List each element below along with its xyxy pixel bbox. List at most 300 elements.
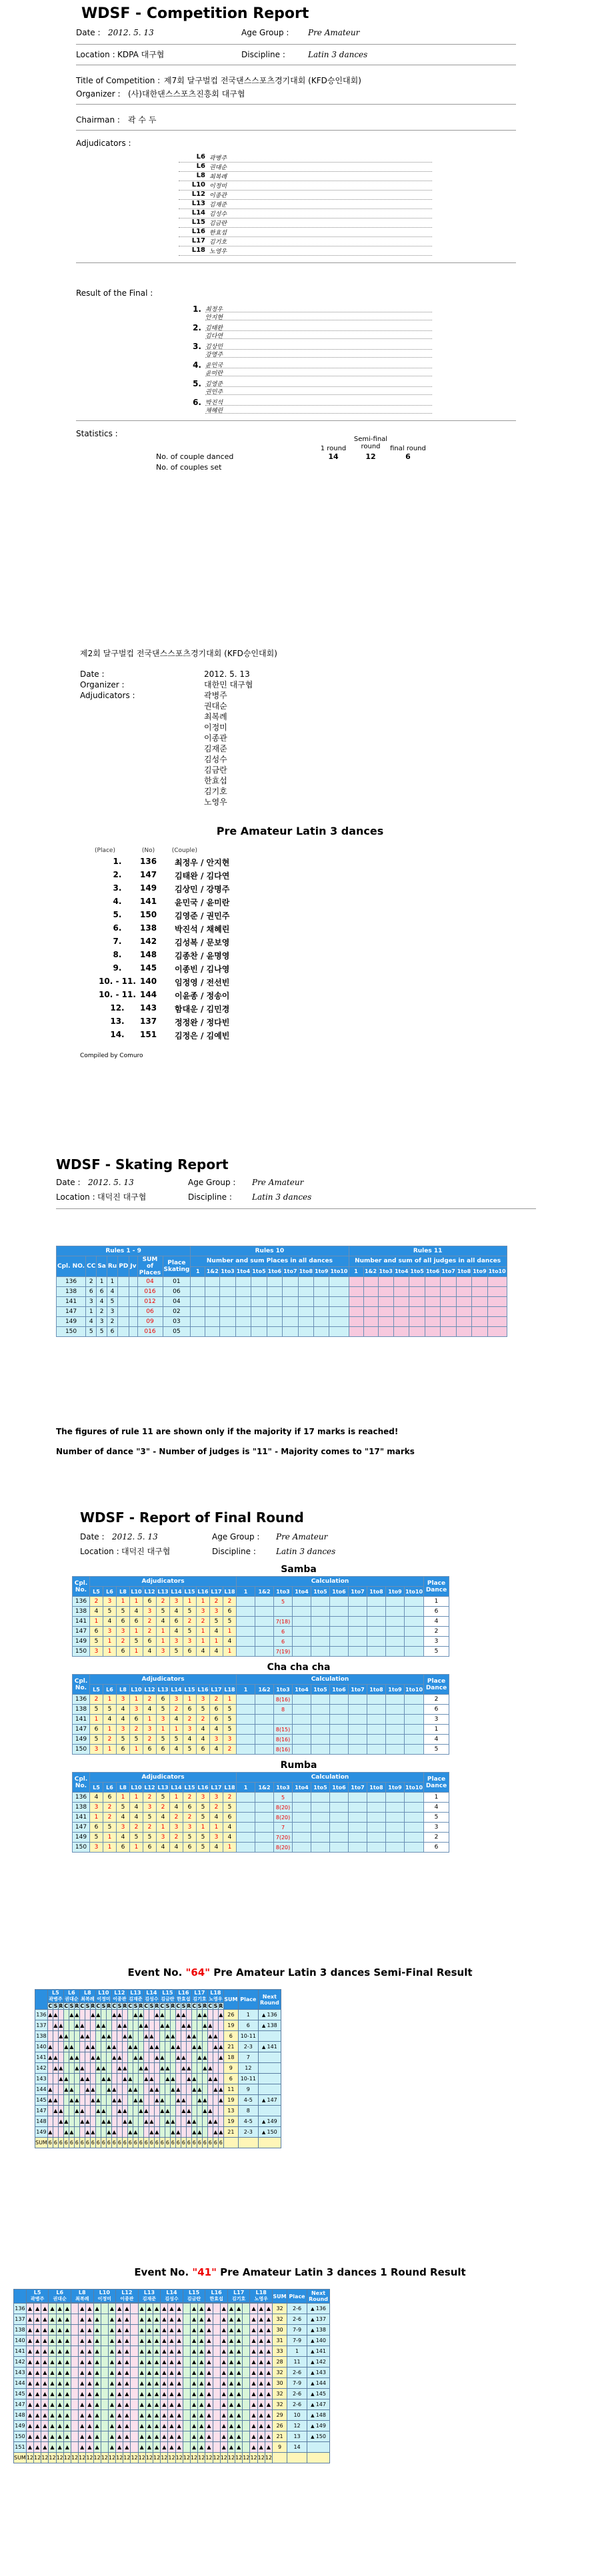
empty-cell: [191, 2052, 197, 2063]
empty-cell: [181, 2084, 186, 2095]
dance-letter-header: S: [181, 2003, 186, 2009]
mark-cell: ▲: [170, 2116, 175, 2127]
mark-cell: ▲: [159, 2095, 165, 2106]
mark-cell: ▲: [63, 2421, 71, 2431]
rule10-cell: [235, 1297, 251, 1307]
mark-cell: ▲: [168, 2399, 175, 2410]
sum-row-cell: 6: [122, 2138, 127, 2148]
mark-cell: ▲: [197, 2084, 202, 2095]
couple-sum: 19: [223, 2020, 238, 2031]
calc-cell: [386, 1735, 405, 1745]
judge-mark: 6: [223, 1607, 237, 1617]
judge-mark: 4: [210, 1745, 223, 1755]
judge-mark: 3: [90, 1745, 103, 1755]
mark-cell: ▲: [153, 2410, 161, 2421]
empty-cell: [165, 2095, 170, 2106]
mark-cell: ▲: [93, 2314, 101, 2325]
skating-row: [57, 1287, 507, 1297]
mark-cell: ▲: [41, 2378, 49, 2389]
mark-cell: ▲: [175, 2127, 181, 2138]
mark-cell: ▲: [108, 2421, 115, 2431]
result-place: 6.: [193, 398, 201, 407]
mark-cell: ▲: [138, 2325, 145, 2336]
empty-cell: [197, 2063, 202, 2074]
rule11-cell: [456, 1277, 471, 1287]
sum-row-cell: 12: [175, 2453, 183, 2463]
judge-name: 노영우: [209, 1996, 223, 2002]
empty-cell: [243, 2346, 250, 2357]
calc-cell: [293, 1745, 311, 1755]
empty-cell: [207, 2052, 213, 2063]
couple-no: 137: [14, 2314, 27, 2325]
calc-cell: [386, 1803, 405, 1813]
mark-cell: ▲: [123, 2336, 131, 2346]
calc-cell: [237, 1647, 255, 1657]
mark-cell: ▲: [154, 2127, 159, 2138]
skating-dance-place: 3: [107, 1307, 117, 1317]
empty-cell: [181, 2042, 186, 2052]
dance-letter-header: S: [101, 2003, 106, 2009]
judge-mark: 5: [197, 1705, 210, 1715]
empty-cell: [243, 2421, 250, 2431]
rule11-cell: [472, 1277, 487, 1287]
empty-cell: [111, 2063, 117, 2074]
couple-next: [258, 2095, 281, 2106]
judge-mark: 4: [170, 1627, 183, 1637]
next-arrow-icon: ▲: [261, 2098, 267, 2103]
couple-next: [307, 2399, 330, 2410]
mark-cell: ▲: [265, 2389, 272, 2399]
mark-cell: ▲: [56, 2421, 63, 2431]
adjudicator-row: [179, 246, 432, 256]
empty-cell: [79, 2042, 85, 2052]
mark-cell: ▲: [93, 2421, 101, 2431]
mark-cell: ▲: [205, 2304, 213, 2314]
organizer-value: (사)대한댄스스포츠진흥회 대구협: [128, 89, 245, 99]
calc-cell: [330, 1793, 349, 1803]
rule11-cell: [456, 1317, 471, 1327]
mark-cell: ▲: [122, 2106, 127, 2116]
empty-cell: [133, 2106, 138, 2116]
mark-cell: ▲: [145, 2304, 153, 2314]
calc-col-header: 1to4: [293, 1783, 311, 1793]
rule10-cell: [235, 1317, 251, 1327]
judge-mark: 5: [157, 1607, 170, 1617]
mark-cell: ▲: [117, 2063, 122, 2074]
mark-cell: ▲: [63, 2116, 69, 2127]
judge-header: L14: [170, 1685, 183, 1695]
mark-cell: ▲: [235, 2442, 243, 2453]
empty-cell: [213, 2304, 220, 2314]
calc-cell: [293, 1705, 311, 1715]
mark-cell: ▲: [257, 2399, 265, 2410]
calc-cell: [237, 1617, 255, 1627]
mark-cell: ▲: [197, 2010, 202, 2020]
mark-cell: ▲: [165, 2063, 170, 2074]
calc-cell: [274, 1607, 293, 1617]
stats-h1: 1 round: [320, 445, 347, 452]
mark-cell: ▲: [79, 2325, 86, 2336]
judge-name: 한효섭: [177, 1996, 191, 2002]
skating-dance-place: [129, 1317, 137, 1327]
empty-cell: [218, 2063, 223, 2074]
mark-cell: ▲: [95, 2106, 101, 2116]
mark-cell: ▲: [138, 2421, 145, 2431]
mark-cell: ▲: [49, 2389, 56, 2399]
calc-cell: [255, 1803, 274, 1813]
calc-cell: [349, 1793, 367, 1803]
judge-mark: 3: [130, 1705, 143, 1715]
empty-cell: [131, 2304, 138, 2314]
judge-mark: 1: [210, 1823, 223, 1833]
judge-mark: 3: [210, 1735, 223, 1745]
sum-row-cell: 12: [257, 2453, 265, 2463]
judge-mark: 6: [103, 1793, 117, 1803]
judge-header: L14: [170, 1587, 183, 1597]
calc-cell: [311, 1705, 330, 1715]
next-arrow-icon: ▲: [311, 2328, 316, 2333]
calc-cell: [237, 1803, 255, 1813]
skating-date-label: Date :: [56, 1178, 81, 1187]
mark-cell: ▲: [108, 2314, 115, 2325]
rule10-cell: [314, 1297, 329, 1307]
rule10-cell: [283, 1297, 298, 1307]
empty-cell: [207, 2010, 213, 2020]
dance-cpl: 136: [73, 1793, 90, 1803]
mark-cell: ▲: [181, 2052, 186, 2063]
empty-cell: [191, 2106, 197, 2116]
couple-no: 145: [14, 2389, 27, 2399]
mark-cell: ▲: [250, 2431, 257, 2442]
mark-cell: ▲: [190, 2389, 197, 2399]
empty-cell: [85, 2052, 90, 2063]
mark-cell: ▲: [205, 2389, 213, 2399]
calc-cell: [349, 1803, 367, 1813]
calc-cell: [386, 1607, 405, 1617]
mark-cell: ▲: [213, 2116, 218, 2127]
couple-row: [14, 2336, 330, 2346]
calc-cell: [330, 1833, 349, 1843]
mark-cell: ▲: [63, 2346, 71, 2357]
judge-mark: 2: [143, 1823, 157, 1833]
mark-cell: ▲: [86, 2442, 93, 2453]
empty-cell: [197, 2116, 202, 2127]
mark-cell: ▲: [145, 2410, 153, 2421]
mark-cell: ▲: [79, 2367, 86, 2378]
judge-mark: 2: [90, 1597, 103, 1607]
mark-cell: ▲: [143, 2020, 149, 2031]
couple-row: [35, 2116, 281, 2127]
mark-cell: ▲: [49, 2314, 56, 2325]
empty-cell: [106, 2052, 111, 2063]
judge-name: 곽병주: [30, 2296, 45, 2302]
mark-cell: ▲: [123, 2304, 131, 2314]
mark-cell: ▲: [93, 2399, 101, 2410]
empty-cell: [101, 2304, 108, 2314]
mark-cell: ▲: [190, 2410, 197, 2421]
judge-mark: 3: [170, 1823, 183, 1833]
dance-place: 4: [424, 1617, 449, 1627]
rule10-cell: [251, 1277, 267, 1287]
result-name: 권민주: [205, 387, 432, 395]
mark-cell: ▲: [58, 2031, 63, 2042]
adjudicator-name: 김금란: [209, 220, 227, 227]
couple-sum: 18: [223, 2052, 238, 2063]
calc-cell: [349, 1627, 367, 1637]
mark-cell: ▲: [74, 2020, 79, 2031]
calc-cell: [386, 1715, 405, 1725]
judge-name: 김기호: [232, 2296, 246, 2302]
judge-header: [159, 1990, 175, 2003]
mark-cell: ▲: [34, 2421, 41, 2431]
mark-cell: ▲: [133, 2095, 138, 2106]
rule11-cell: [349, 1327, 363, 1337]
skating-dance-place: 6: [86, 1287, 97, 1297]
judge-mark: 5: [183, 1833, 197, 1843]
summary-row: [95, 1017, 229, 1030]
judge-mark: 5: [157, 1705, 170, 1715]
rule11-cell: [363, 1327, 378, 1337]
empty-cell: [101, 2010, 106, 2020]
empty-cell: [122, 2095, 127, 2106]
calc-cell: [255, 1715, 274, 1725]
adjudicator-row: [179, 218, 432, 228]
empty-cell: [143, 2042, 149, 2052]
rule11-cell: [441, 1297, 456, 1307]
sum-row-cell: 12: [108, 2453, 115, 2463]
mark-cell: ▲: [108, 2399, 115, 2410]
empty-cell: [133, 2020, 138, 2031]
summary-no: 151: [140, 1030, 157, 1039]
result-place: 2.: [193, 323, 201, 332]
empty-cell: [79, 2084, 85, 2095]
judge-mark: 2: [183, 1793, 197, 1803]
sum-row-cell: 6: [63, 2138, 69, 2148]
calc-cell: [311, 1745, 330, 1755]
next-arrow-icon: ▲: [311, 2413, 316, 2418]
couple-row: [14, 2314, 330, 2325]
result-names: [205, 360, 432, 376]
mark-cell: ▲: [265, 2346, 272, 2357]
calc-cell: [330, 1627, 349, 1637]
mark-cell: ▲: [250, 2399, 257, 2410]
mark-cell: ▲: [122, 2063, 127, 2074]
sum11-header: Number and sum of all judges in all dances: [349, 1256, 507, 1267]
summary-place: 8.: [113, 950, 122, 959]
adjudicator-code: L17: [191, 237, 205, 244]
mark-cell: ▲: [122, 2074, 127, 2084]
judge-mark: 1: [157, 1627, 170, 1637]
couple-no: 138: [35, 2031, 48, 2042]
next-round-header: Next Round: [307, 2290, 330, 2304]
empty-cell: [69, 2020, 74, 2031]
couple-place: 11: [287, 2357, 307, 2367]
skating-dance-place: 3: [97, 1317, 107, 1327]
mark-cell: ▲: [86, 2378, 93, 2389]
rule11-cell: [409, 1277, 425, 1287]
summary-title: 제2회 달구벌컵 전국댄스스포츠경기대회 (KFD승인대회): [80, 649, 277, 658]
empty-cell: [143, 2095, 149, 2106]
judge-mark: 5: [117, 1735, 130, 1745]
mark-cell: ▲: [85, 2116, 90, 2127]
mark-cell: ▲: [190, 2367, 197, 2378]
mark-cell: ▲: [205, 2410, 213, 2421]
mark-cell: ▲: [69, 2010, 74, 2020]
judge-mark: 5: [197, 1803, 210, 1813]
judge-header: L15: [183, 1685, 197, 1695]
dance-name: Rumba: [280, 1760, 317, 1771]
empty-cell: [53, 2074, 58, 2084]
skating-place: 02: [163, 1307, 191, 1317]
calc-cell: [330, 1617, 349, 1627]
summary-couple: 김종찬 / 윤명영: [175, 951, 230, 961]
dance-letter-header: R: [171, 2003, 175, 2009]
location-label: Location :: [76, 50, 115, 59]
mark-cell: ▲: [227, 2325, 235, 2336]
mark-cell: ▲: [34, 2442, 41, 2453]
mark-cell: ▲: [26, 2346, 33, 2357]
couple-next-no: 147: [315, 2401, 326, 2407]
empty-cell: [143, 2127, 149, 2138]
mark-cell: ▲: [218, 2010, 223, 2020]
dance-place: 2: [424, 1833, 449, 1843]
summary-date-value: 2012. 5. 13: [204, 669, 250, 679]
mark-cell: ▲: [49, 2346, 56, 2357]
judge-mark: 5: [103, 1607, 117, 1617]
empty-cell: [213, 2357, 220, 2367]
sum-row-cell: 12: [56, 2453, 63, 2463]
judge-mark: 5: [197, 1843, 210, 1853]
calc-cell: [237, 1695, 255, 1705]
empty-cell: [131, 2325, 138, 2336]
empty-cell: [131, 2367, 138, 2378]
empty-cell: [186, 2084, 191, 2095]
rule-col-header: 1to5: [409, 1266, 425, 1277]
calc-cell: [293, 1813, 311, 1823]
rule11-cell: [425, 1297, 440, 1307]
judge-name: 김금란: [187, 2296, 201, 2302]
judge-mark: 1: [197, 1597, 210, 1607]
mark-cell: ▲: [53, 2052, 58, 2063]
empty-cell: [127, 2010, 133, 2020]
judge-mark: 2: [197, 1715, 210, 1725]
calc-cell: [386, 1637, 405, 1647]
judge-mark: 3: [103, 1597, 117, 1607]
calc-cell: [367, 1813, 386, 1823]
dance-row: [73, 1705, 449, 1715]
mark-cell: ▲: [53, 2095, 58, 2106]
judge-mark: 4: [170, 1843, 183, 1853]
mark-cell: ▲: [58, 2106, 63, 2116]
empty-cell: [101, 2346, 108, 2357]
empty-cell: [159, 2042, 165, 2052]
rule10-cell: [329, 1307, 349, 1317]
summary-place: 6.: [113, 923, 122, 933]
couple-next-no: 144: [315, 2380, 326, 2386]
empty-cell: [106, 2010, 111, 2020]
couple-no: 138: [14, 2325, 27, 2336]
empty-cell: [186, 2095, 191, 2106]
mark-cell: ▲: [63, 2127, 69, 2138]
calc-cell: [255, 1843, 274, 1853]
judge-mark: 1: [223, 1695, 237, 1705]
calc-cell: [367, 1695, 386, 1705]
rule11-cell: [378, 1277, 393, 1287]
mark-cell: ▲: [175, 2336, 183, 2346]
mark-cell: ▲: [168, 2357, 175, 2367]
judge-mark: 1: [90, 1617, 103, 1627]
rule11-cell: [472, 1317, 487, 1327]
empty-cell: [131, 2442, 138, 2453]
couple-place: 2-6: [287, 2304, 307, 2314]
rule-col-header: 1to9: [472, 1266, 487, 1277]
couple-next: [258, 2063, 281, 2074]
summary-place: 7.: [113, 937, 122, 946]
mark-cell: ▲: [175, 2010, 181, 2020]
mark-cell: ▲: [143, 2106, 149, 2116]
judge-mark: 4: [170, 1745, 183, 1755]
dance-header: Sa: [97, 1256, 107, 1277]
judge-mark: 5: [157, 1735, 170, 1745]
mark-cell: ▲: [56, 2442, 63, 2453]
sum-row-cell: 6: [218, 2138, 223, 2148]
mark-cell: ▲: [26, 2325, 33, 2336]
judge-mark: 5: [210, 1617, 223, 1627]
mark-cell: ▲: [34, 2336, 41, 2346]
calc-cell: [349, 1833, 367, 1843]
mark-cell: ▲: [257, 2325, 265, 2336]
dance-row: [73, 1725, 449, 1735]
judge-mark: 4: [170, 1715, 183, 1725]
empty-cell: [165, 2127, 170, 2138]
mark-cell: ▲: [227, 2389, 235, 2399]
couple-place: 2-3: [238, 2127, 258, 2138]
calc-cell: [293, 1833, 311, 1843]
calc-cell: 5: [274, 1597, 293, 1607]
judge-name: 권대순: [53, 2296, 67, 2302]
mark-cell: ▲: [63, 2304, 71, 2314]
empty-cell: [138, 2127, 143, 2138]
couple-row: [35, 2106, 281, 2116]
mark-cell: ▲: [165, 2031, 170, 2042]
couple-row: [35, 2084, 281, 2095]
sum-row-cell: 6: [213, 2138, 218, 2148]
mark-cell: ▲: [56, 2389, 63, 2399]
mark-cell: ▲: [41, 2325, 49, 2336]
mark-cell: ▲: [41, 2336, 49, 2346]
rule10-cell: [251, 1307, 267, 1317]
mark-cell: ▲: [79, 2442, 86, 2453]
judge-name: 김성수: [145, 1996, 159, 2002]
mark-cell: ▲: [63, 2336, 71, 2346]
rule11-cell: [349, 1297, 363, 1307]
empty-cell: [183, 2336, 190, 2346]
calc-cell: [311, 1627, 330, 1637]
calc-cell: [293, 1637, 311, 1647]
calc-cell: [330, 1735, 349, 1745]
empty-cell: [213, 2389, 220, 2399]
couple-no: 145: [35, 2095, 48, 2106]
judge-mark: 1: [197, 1627, 210, 1637]
calc-cell: [311, 1833, 330, 1843]
judge-name: 권대순: [65, 1996, 79, 2002]
couple-no: 147: [35, 2106, 48, 2116]
summary-couple: 임정영 / 전선빈: [175, 978, 230, 987]
judge-mark: 3: [117, 1823, 130, 1833]
empty-cell: [101, 2410, 108, 2421]
mark-cell: ▲: [117, 2020, 122, 2031]
empty-cell: [183, 2304, 190, 2314]
